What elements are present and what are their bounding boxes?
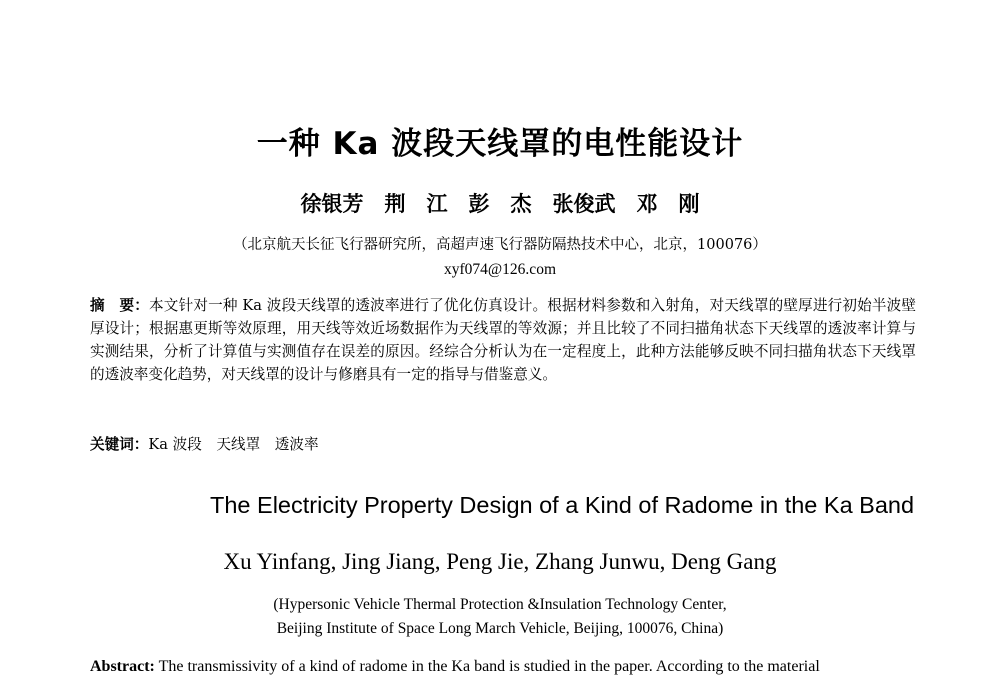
chinese-abstract [90, 294, 916, 386]
chinese-affiliation: （北京航天长征飞行器研究所，高超声速飞行器防隔热技术中心，北京，100076） [233, 237, 767, 253]
chinese-authors: 徐银芳 荆 江 彭 杰 张俊武 邓 刚 [300, 191, 700, 216]
chinese-keywords-label: 关键词： [90, 436, 149, 453]
english-title: The Electricity Property Design of a Kind of Radome in the Ka Band [210, 492, 915, 518]
english-abstract-text: The transmissivity of a kind of radome in the Ka band is studied in the paper. According to the material [158, 658, 820, 675]
chinese-title: 一种 Ka 波段天线罩的电性能设计 [256, 126, 744, 162]
chinese-keywords [90, 433, 916, 456]
english-abstract-label: Abstract: [90, 658, 155, 675]
chinese-keywords-text: Ka 波段 天线罩 透波率 [148, 436, 319, 453]
author-email: xyf074@126.com [444, 261, 556, 278]
english-affiliation [0, 593, 1000, 641]
english-affiliation-line1: (Hypersonic Vehicle Thermal Protection &Insulation Technology Center, [273, 596, 727, 613]
chinese-abstract-label: 摘 要： [90, 297, 150, 314]
english-abstract [90, 656, 916, 678]
english-affiliation-line2: Beijing Institute of Space Long March Vehicle, Beijing, 100076, China) [276, 620, 724, 637]
english-authors: Xu Yinfang, Jing Jiang, Peng Jie, Zhang Junwu, Deng Gang [223, 549, 777, 574]
chinese-abstract-text: 本文针对一种 Ka 波段天线罩的透波率进行了优化仿真设计。根据材料参数和入射角，对天线罩的壁厚进行初始半波壁厚设计；根据惠更斯等效原理，用天线等效近场数据作为天线罩的等效源；并且比较了不同扫描角状态下天线罩的透波率计算与实测结果，分析了计算值与实测值存在误差的原因。经综合分析认为在一定程度上，此种方法能够反映不同扫描角状态下天线罩的透波率变化趋势，对天线罩的设计与修磨具有一定的指导与借鉴意义。 [90, 297, 916, 383]
